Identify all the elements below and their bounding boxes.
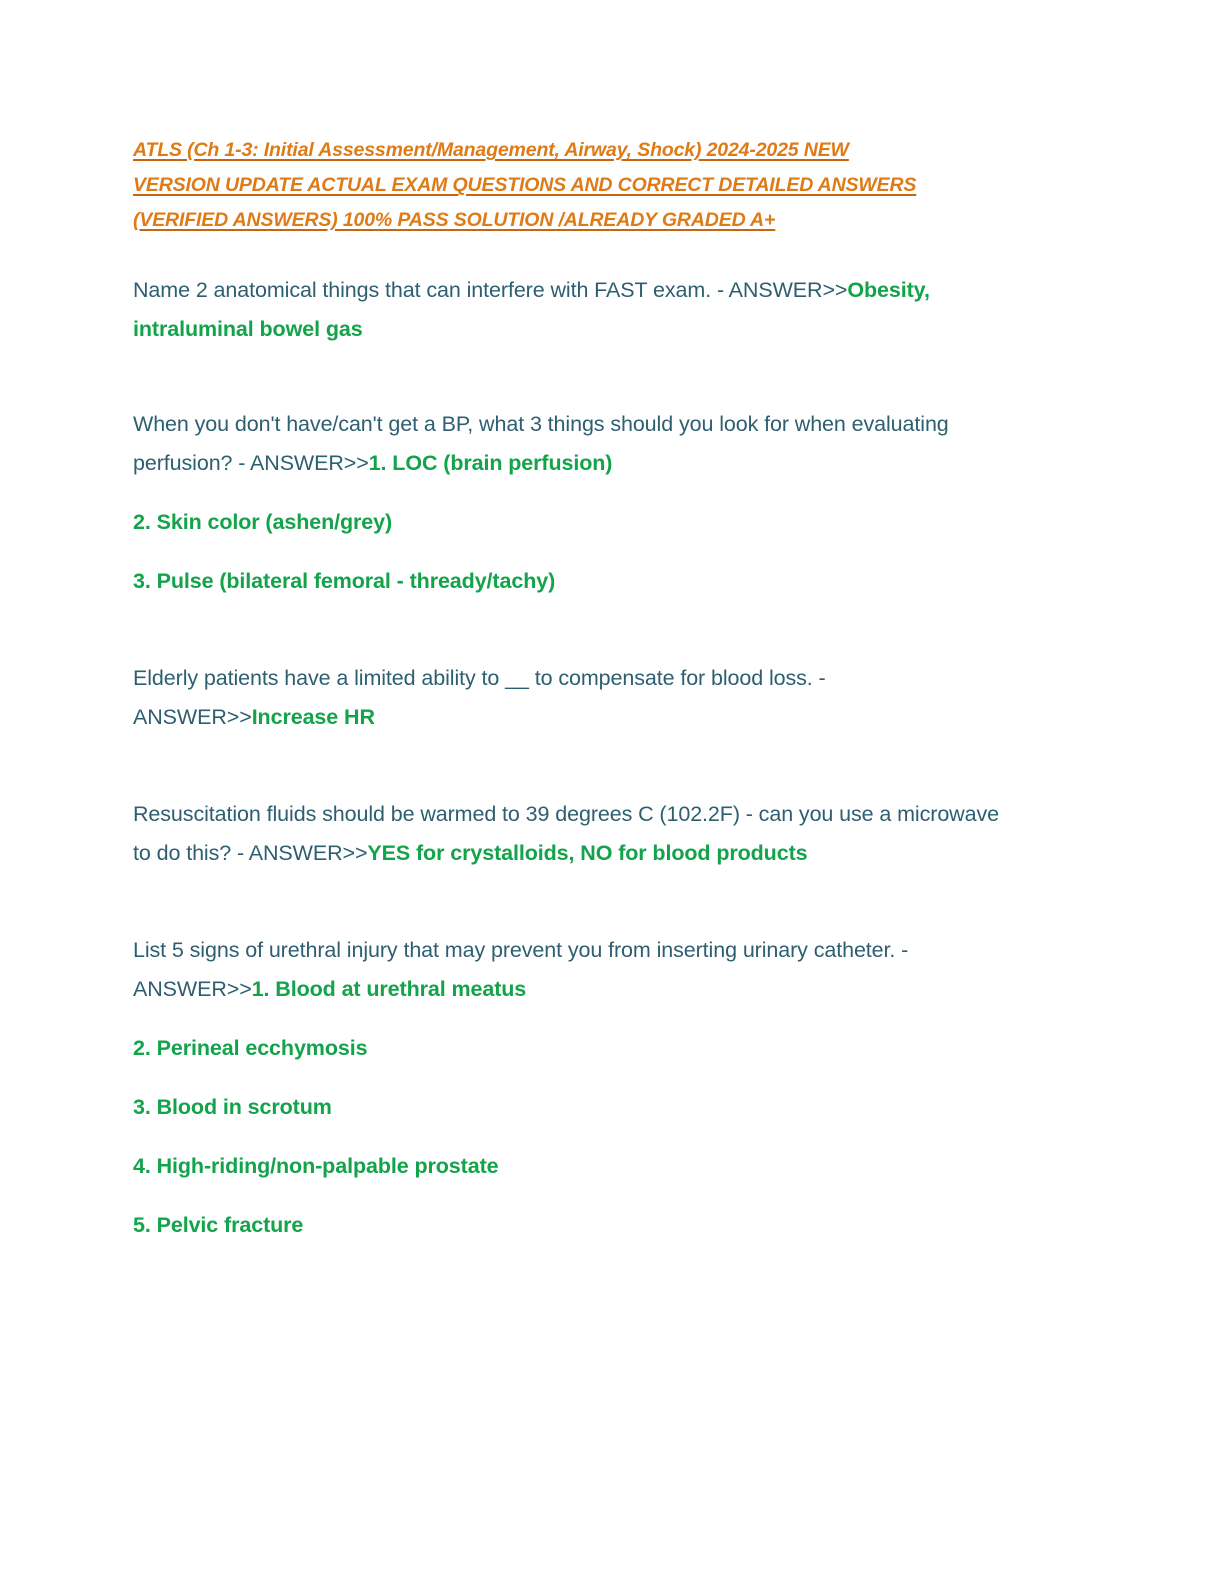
- document-content: [133, 133, 1013, 1245]
- answer-text-3: Increase HR: [251, 705, 375, 729]
- answer-text-5: 1. Blood at urethral meatus: [251, 977, 527, 1001]
- question-text-1: Name 2 anatomical things that can interfere with FAST exam. - ANSWER>>: [133, 278, 848, 302]
- question-text-4: Resuscitation fluids should be warmed to 39 degrees C (102.2F) - can you use a microwave to do this? - ANSWER>>: [133, 802, 999, 865]
- qa-block-5: [133, 931, 1013, 1245]
- answer-text-1: Obesity, intraluminal bowel gas: [133, 278, 930, 341]
- qa-block-4: [133, 795, 1013, 873]
- title-line-1: ATLS (Ch 1-3: Initial Assessment/Management, Airway, Shock) 2024-2025 NEW: [133, 139, 849, 161]
- answer-extra-line: 2. Skin color (ashen/grey): [133, 510, 393, 534]
- answer-text-4: YES for crystalloids, NO for blood products: [367, 841, 808, 865]
- qa-paragraph: [133, 405, 1013, 483]
- answer-extra-line: 2. Perineal ecchymosis: [133, 1036, 368, 1060]
- qa-paragraph: [133, 931, 1013, 1009]
- question-text-3: Elderly patients have a limited ability to __ to compensate for blood loss. - ANSWER>>: [133, 666, 826, 729]
- question-text-2: When you don't have/can't get a BP, what 3 things should you look for when evaluating perfusion? - ANSWER>>: [133, 412, 949, 475]
- answer-extra-line: 3. Pulse (bilateral femoral - thready/tachy): [133, 569, 556, 593]
- qa-block-1: [133, 271, 1013, 349]
- qa-paragraph: [133, 795, 1013, 873]
- qa-paragraph: [133, 659, 1013, 737]
- qa-block-2: [133, 405, 1013, 601]
- title-line-2: VERSION UPDATE ACTUAL EXAM QUESTIONS AND CORRECT DETAILED ANSWERS: [133, 174, 917, 196]
- answer-extra-line: 5. Pelvic fracture: [133, 1213, 304, 1237]
- answer-extra-line: 3. Blood in scrotum: [133, 1095, 332, 1119]
- qa-block-3: [133, 659, 1013, 737]
- question-text-5: List 5 signs of urethral injury that may prevent you from inserting urinary catheter. - ANSWER>>: [133, 938, 909, 1001]
- answer-extra-line: 4. High-riding/non-palpable prostate: [133, 1154, 499, 1178]
- answer-text-2: 1. LOC (brain perfusion): [368, 451, 613, 475]
- document-title: [133, 133, 933, 238]
- qa-paragraph: [133, 271, 1013, 349]
- title-line-3: (VERIFIED ANSWERS) 100% PASS SOLUTION /ALREADY GRADED A+: [133, 209, 776, 231]
